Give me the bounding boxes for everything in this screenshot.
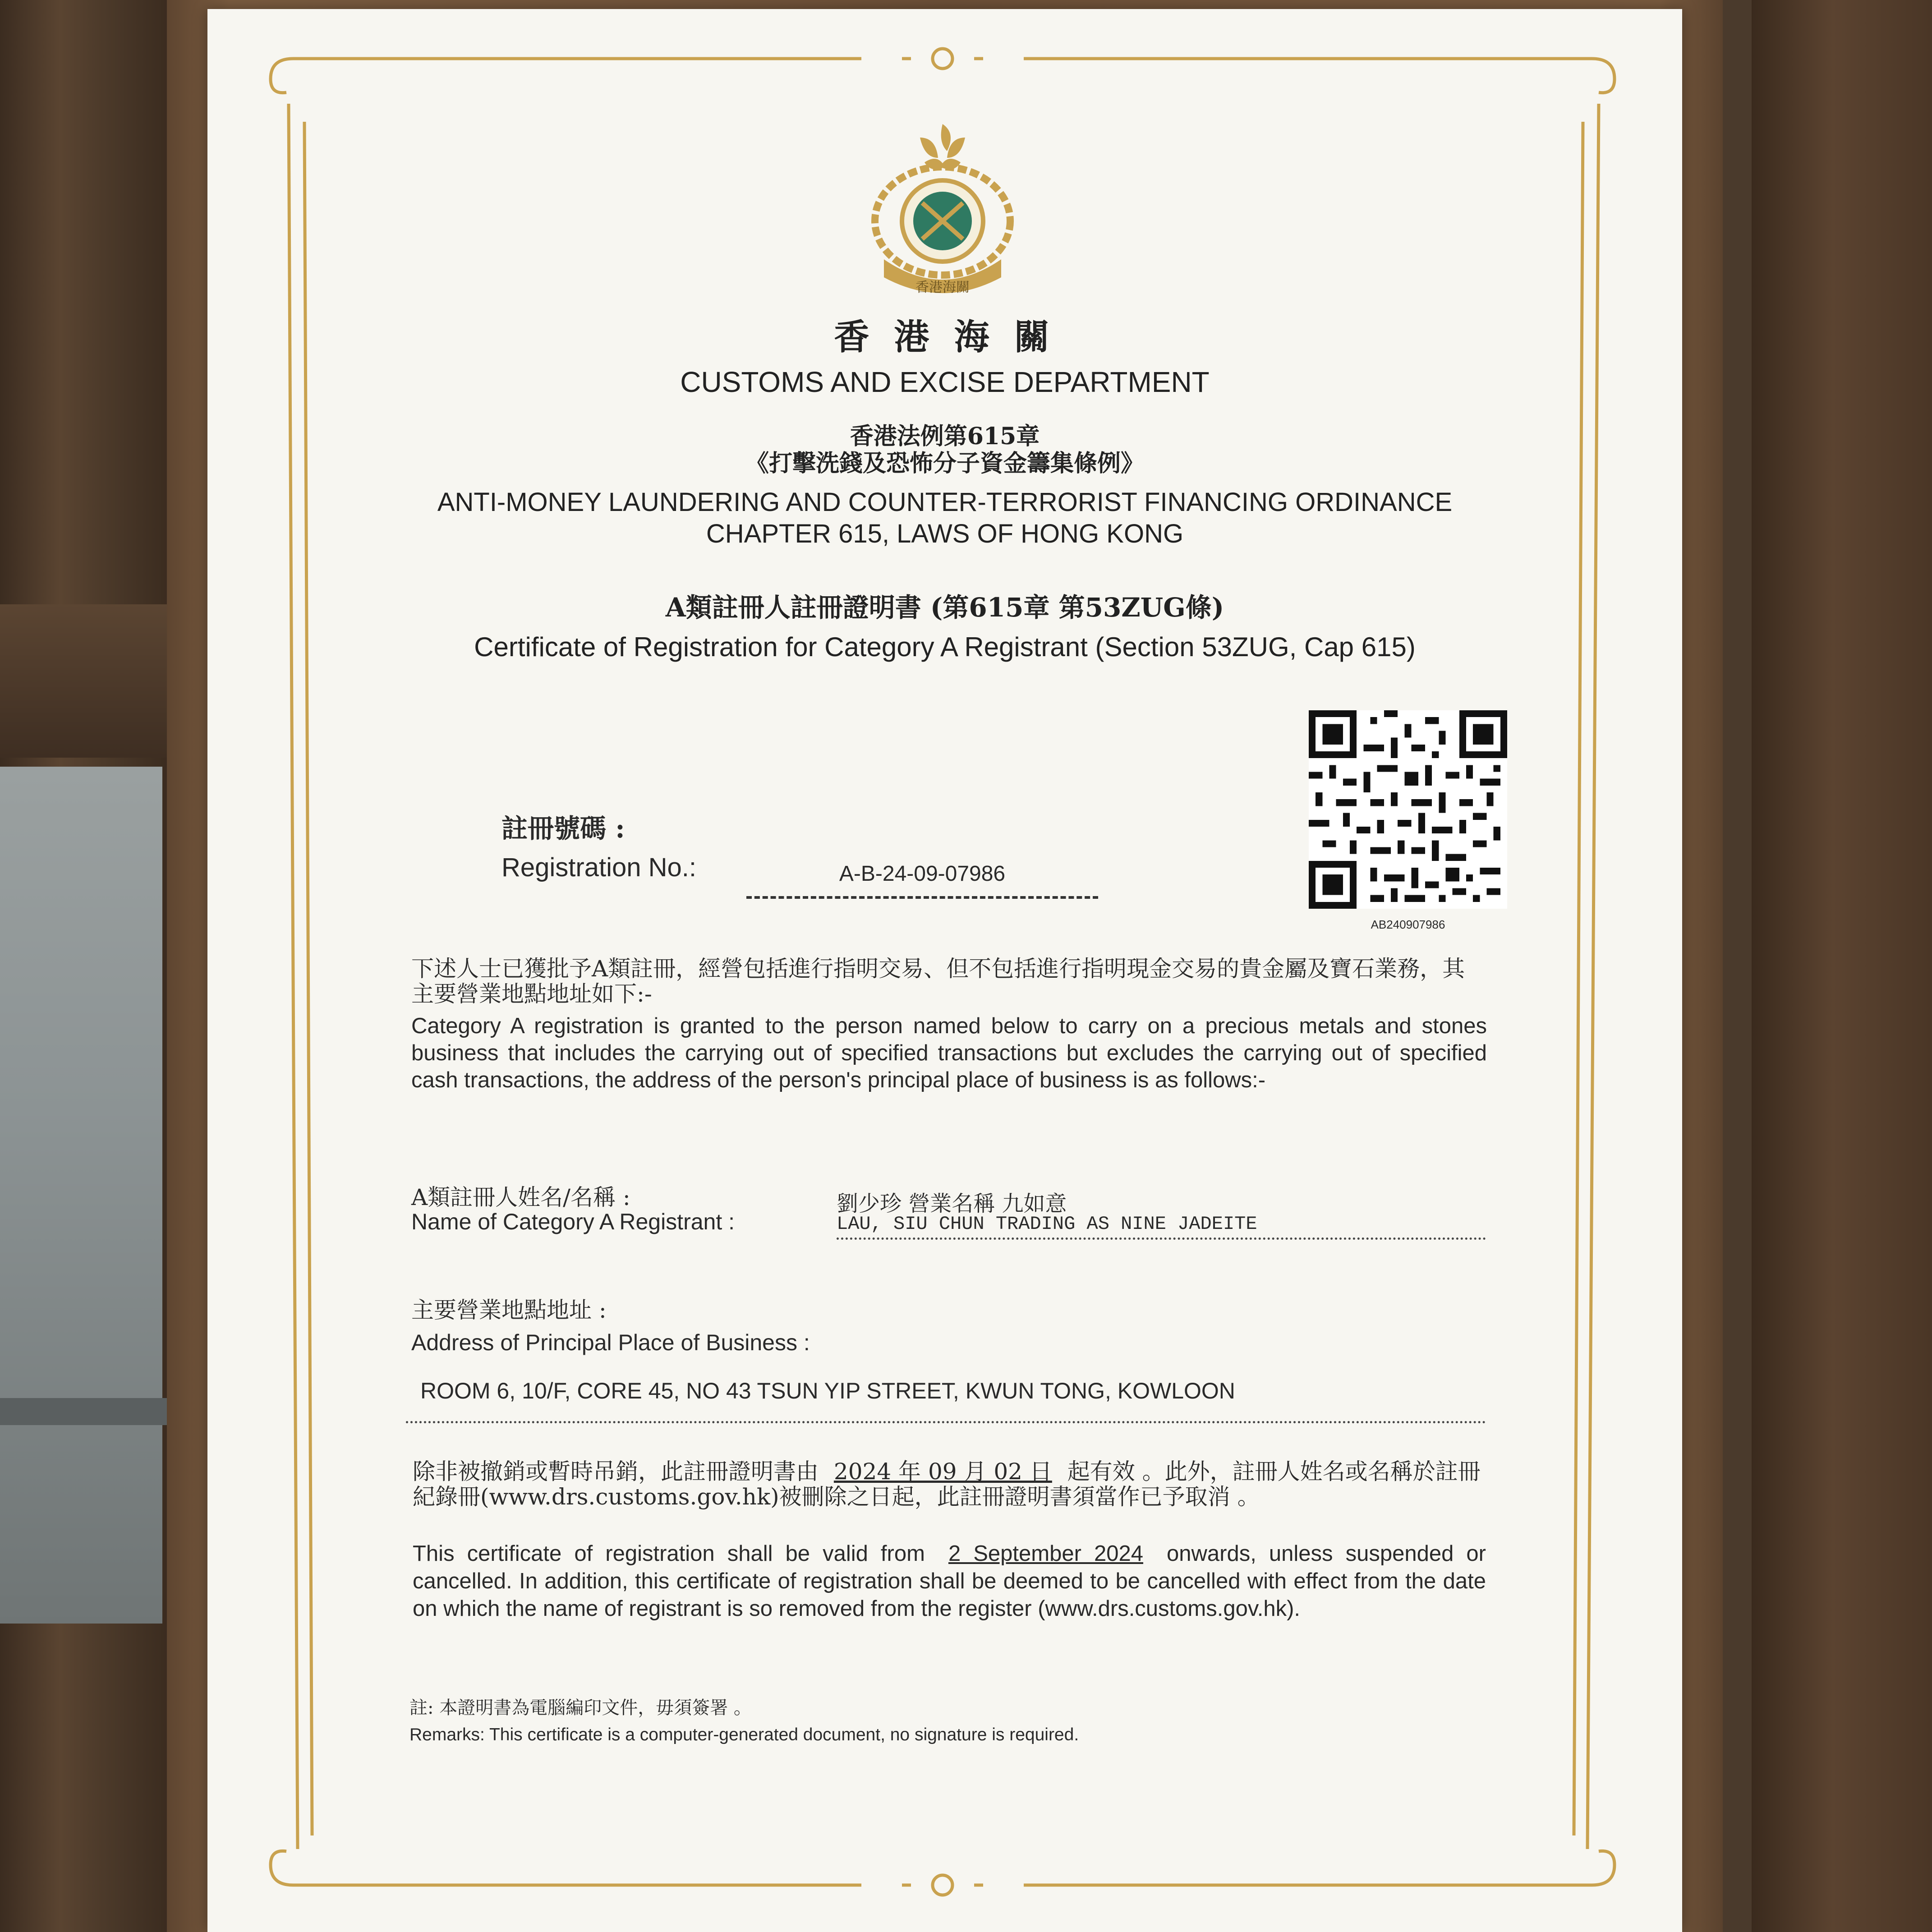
registration-number: A-B-24-09-07986 xyxy=(746,861,1098,899)
validity-en-prefix: This certificate of registration shall be valid from xyxy=(413,1541,925,1566)
remarks-en: Remarks: This certificate is a computer-generated document, no signature is required. xyxy=(409,1725,1079,1744)
registration-label-cn: 註冊號碼 : xyxy=(501,813,625,844)
ordinance-title-en: ANTI-MONEY LAUNDERING AND COUNTER-TERRORIST FINANCING ORDINANCE xyxy=(437,488,1453,517)
remarks-cn: 註: 本證明書為電腦編印文件，毋須簽署 。 xyxy=(409,1697,752,1718)
certificate-title-en: Certificate of Registration for Category A Registrant (Section 53ZUG, Cap 615) xyxy=(474,632,1416,662)
shelf-edge-left xyxy=(0,1398,171,1425)
validity-en-suffix: onwards, unless suspended or cancelled. In addition, this certificate of registration shall be deemed to be cancelled with effect from the date on which the name of registrant is so removed from the register (www.drs.customs.gov.hk). xyxy=(413,1541,1486,1621)
department-name-en: CUSTOMS AND EXCISE DEPARTMENT xyxy=(680,366,1210,398)
registration-label-en: Registration No.: xyxy=(501,853,696,882)
svg-text:香港海關: 香港海關 xyxy=(915,280,970,295)
address-value: ROOM 6, 10/F, CORE 45, NO 43 TSUN YIP STREET, KWUN TONG, KOWLOON xyxy=(406,1378,1486,1423)
ordinance-chapter-cn: 香港法例第615章 xyxy=(850,423,1040,450)
validity-date-en: 2 September 2024 xyxy=(948,1541,1143,1566)
address-label-cn: 主要營業地點地址 : xyxy=(411,1297,607,1323)
registrant-label-cn: A類註冊人姓名/名稱 : xyxy=(411,1184,630,1210)
grant-text-cn: 下述人士已獲批予A類註冊，經營包括進行指明交易、但不包括進行指明現金交易的貴金屬及寶石業務，其主要營業地點地址如下:- xyxy=(411,956,1465,1007)
certificate-paper xyxy=(207,9,1682,1932)
validity-cn-suffix: 起有效 。此外，註冊人姓名或名稱於註冊紀錄冊(www.drs.customs.gov.hk)被刪除之日起，此註冊證明書須當作已予取消 。 xyxy=(413,1458,1481,1510)
bauhinia-flower-icon xyxy=(920,124,965,170)
ordinance-chapter-en: CHAPTER 615, LAWS OF HONG KONG xyxy=(706,519,1184,548)
qr-code[interactable] xyxy=(1309,710,1507,909)
wall-background-left xyxy=(0,767,162,1624)
registrant-name-en: LAU, SIU CHUN TRADING AS NINE JADEITE xyxy=(837,1213,1486,1240)
ordinance-title-cn: 《打擊洗錢及恐怖分子資金籌集條例》 xyxy=(745,450,1144,477)
grant-text-en: Category A registration is granted to the person named below to carry on a precious metals and stones business that includes the carrying out of specified transactions but excludes the carrying out of specified cash transactions, the address of the person's principal place of business is as follows:- xyxy=(411,1014,1487,1092)
validity-cn-prefix: 除非被撤銷或暫時吊銷，此註冊證明書由 xyxy=(413,1458,819,1485)
certificate-title-cn: A類註冊人註冊證明書 (第615章 第53ZUG條) xyxy=(665,592,1224,623)
address-label-en: Address of Principal Place of Business : xyxy=(411,1330,810,1355)
customs-emblem xyxy=(866,115,1019,304)
validity-date-cn: 2024 年 09 月 02 日 xyxy=(833,1458,1052,1485)
registrant-label-en: Name of Category A Registrant : xyxy=(411,1209,735,1234)
qr-caption: AB240907986 xyxy=(1371,918,1445,931)
department-name-cn: 香 港 海 關 xyxy=(834,317,1056,358)
validity-text-en xyxy=(413,1540,1486,1623)
registrant-name-cn: 劉少珍 營業名稱 九如意 xyxy=(837,1191,1067,1216)
validity-text-cn xyxy=(413,1459,1486,1509)
wood-panel-right xyxy=(1752,0,1932,1932)
shelf-left xyxy=(0,604,171,758)
